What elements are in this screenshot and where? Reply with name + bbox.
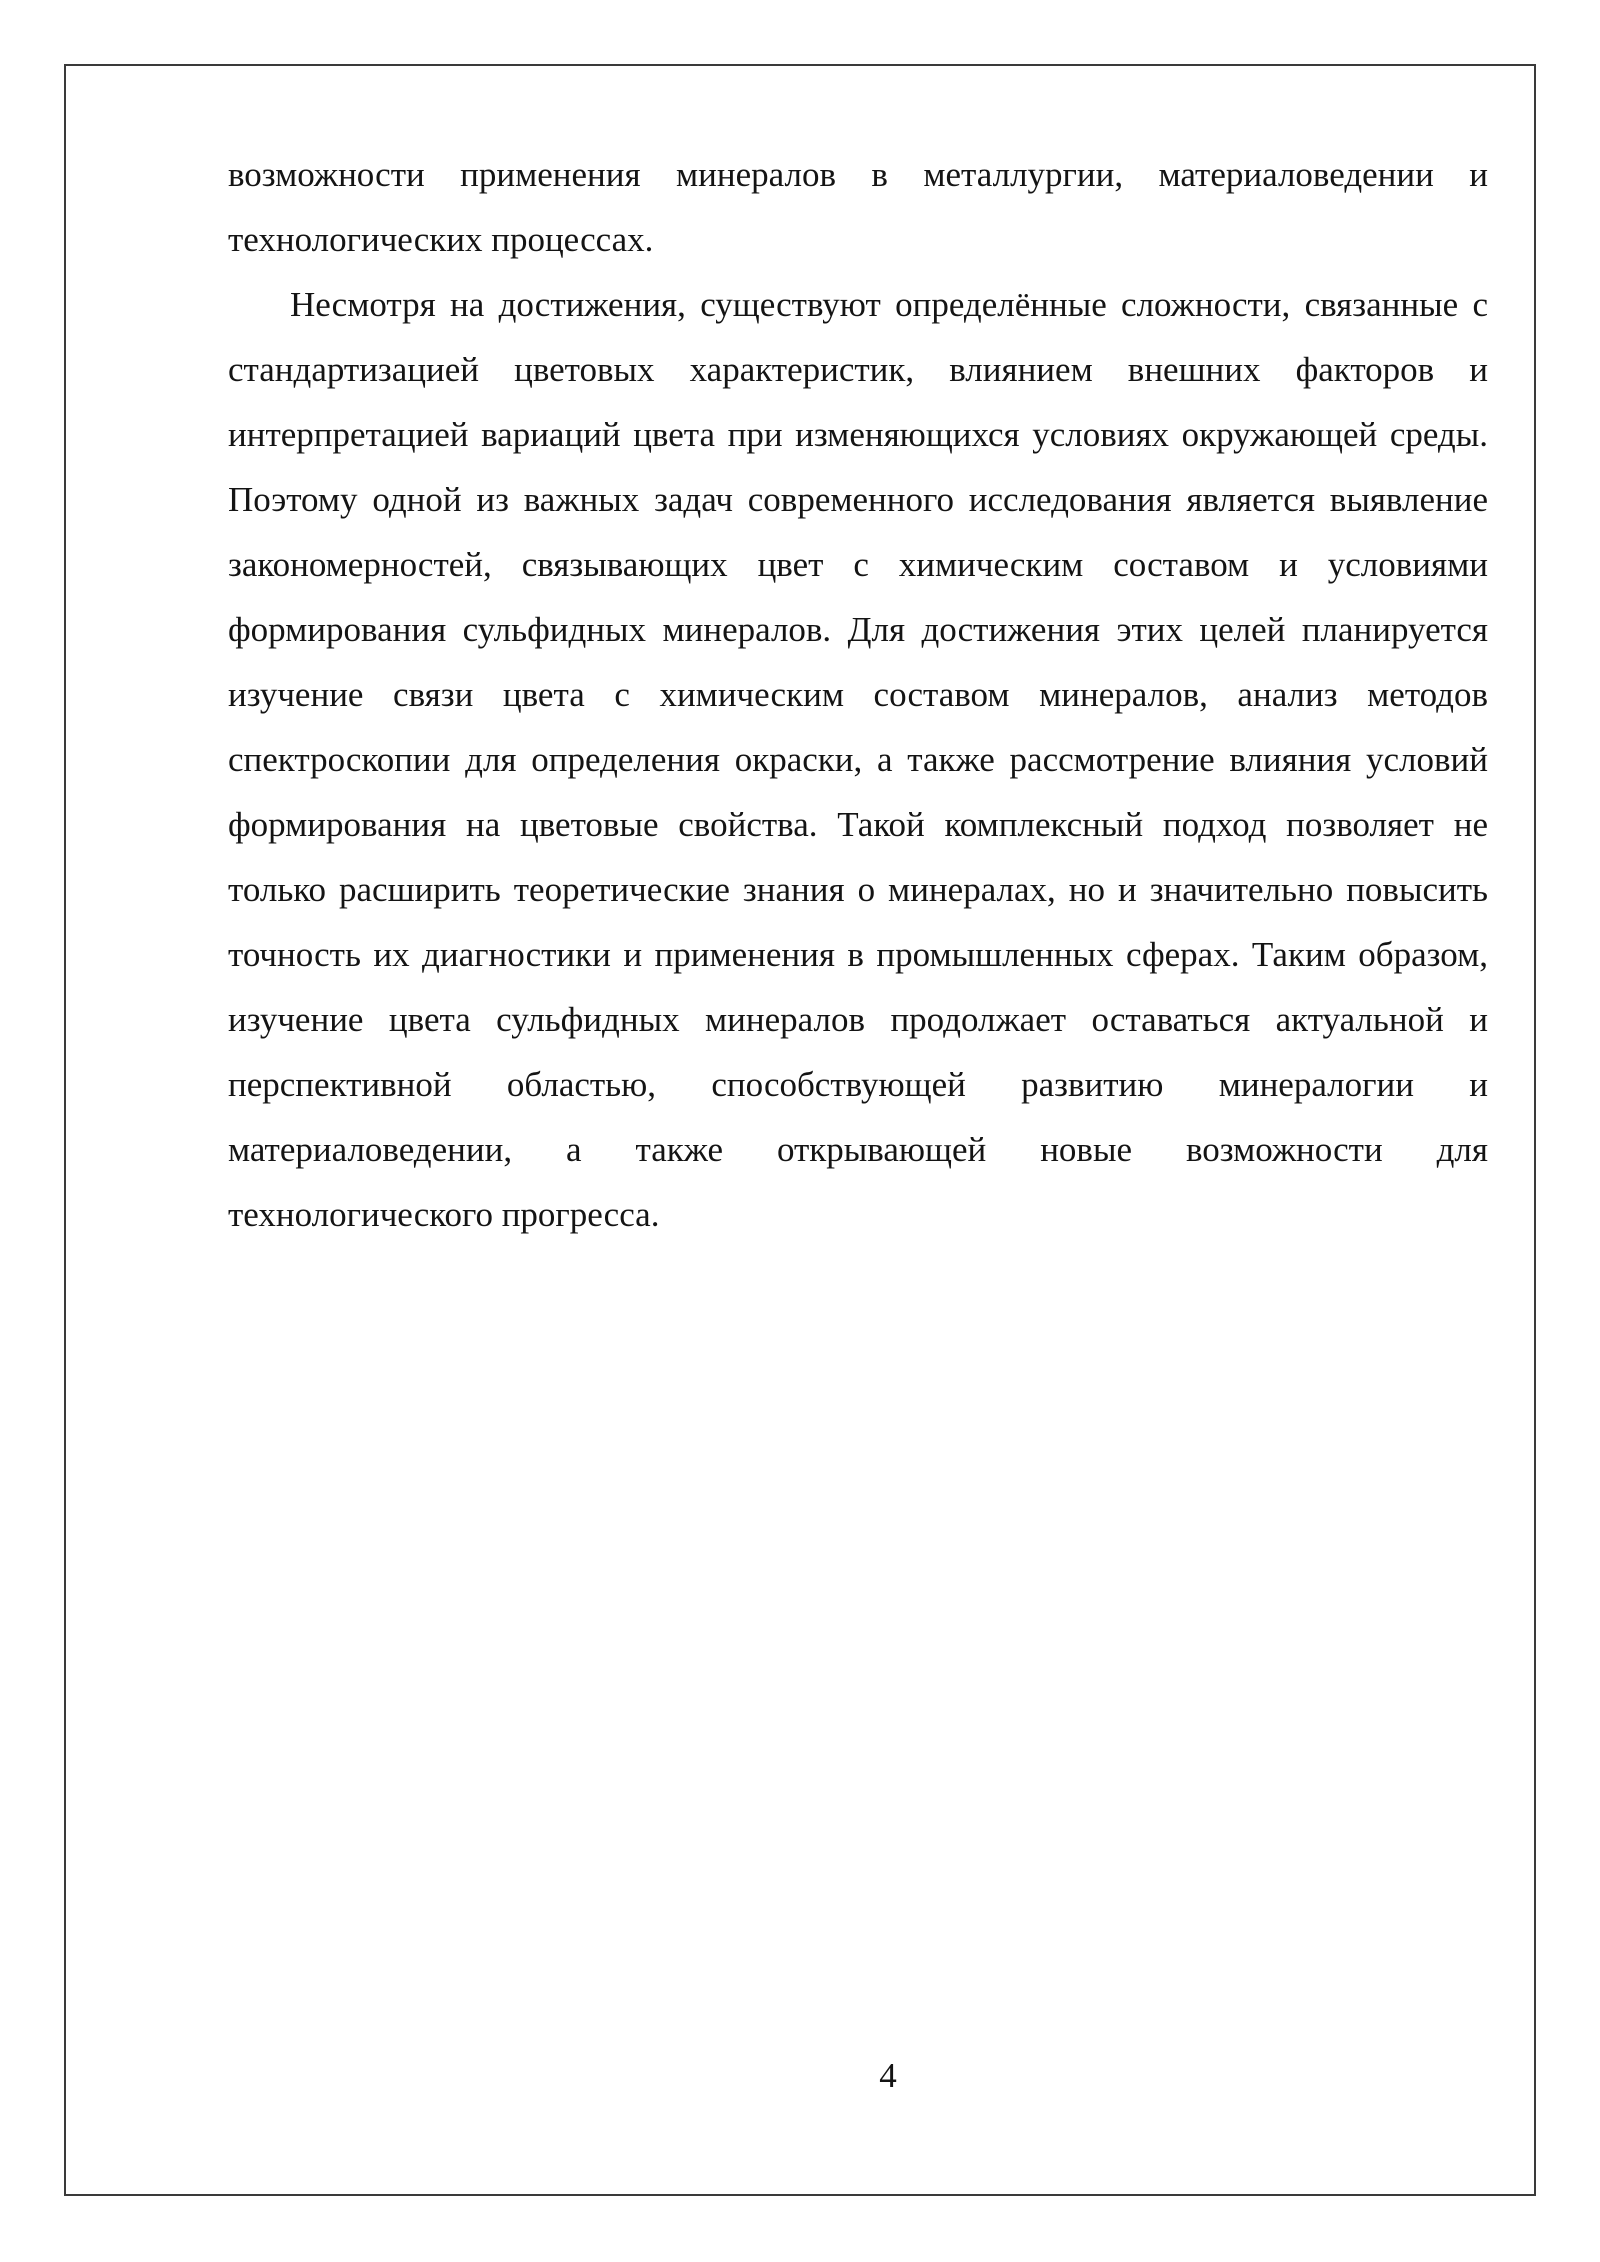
- document-body: [228, 142, 1488, 1247]
- paragraph-2: Несмотря на достижения, существуют определённые сложности, связанные с стандартизацией цветовых характеристик, влиянием внешних факторов и интерпретацией вариаций цвета при изменяющихся условиях окружающей среды. Поэтому одной из важных задач современного исследования является выявление закономерностей, связывающих цвет с химическим составом и условиями формирования сульфидных минералов. Для достижения этих целей планируется изучение связи цвета с химическим составом минералов, анализ методов спектроскопии для определения окраски, а также рассмотрение влияния условий формирования на цветовые свойства. Такой комплексный подход позволяет не только расширить теоретические знания о минералах, но и значительно повысить точность их диагностики и применения в промышленных сферах. Таким образом, изучение цвета сульфидных минералов продолжает оставаться актуальной и перспективной областью, способствующей развитию минералогии и материаловедении, а также открывающей новые возможности для технологического прогресса.: [228, 285, 1488, 1234]
- paragraph-1: возможности применения минералов в металлургии, материаловедении и технологических процессах.: [228, 155, 1488, 259]
- page-number: 4: [879, 2056, 897, 2095]
